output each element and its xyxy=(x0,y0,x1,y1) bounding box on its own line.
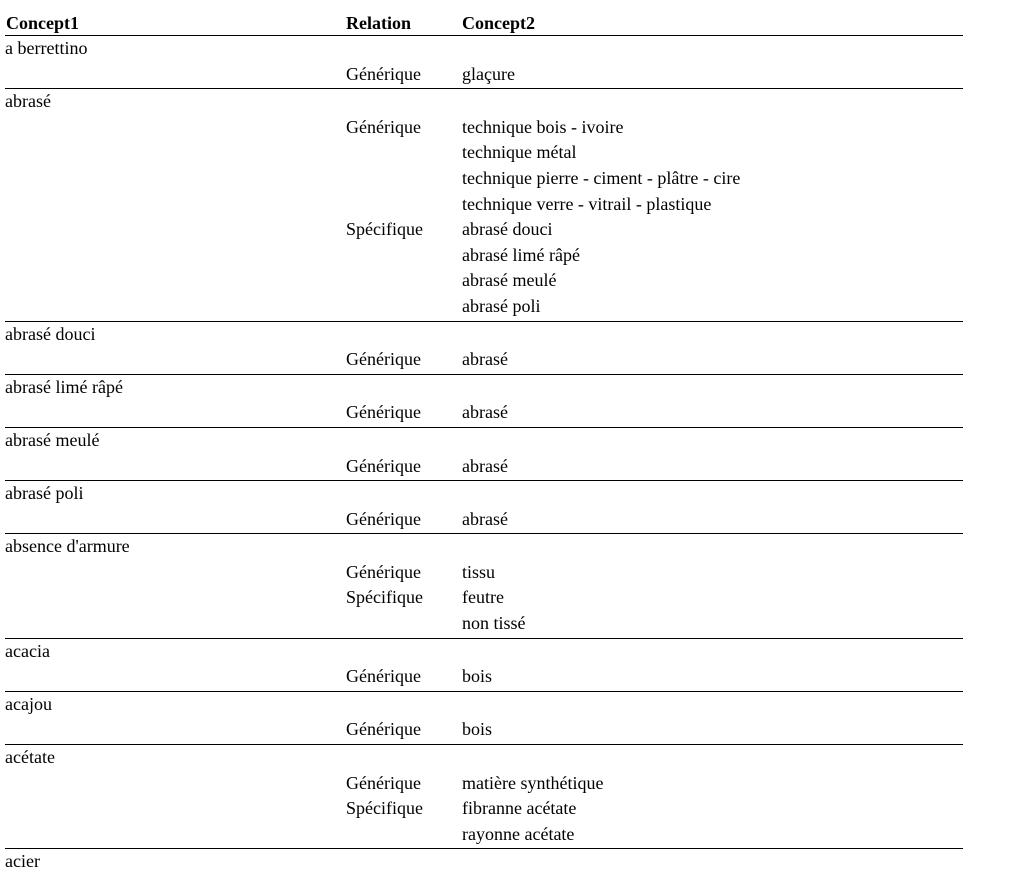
concept-term: absence d'armure xyxy=(5,536,130,557)
relation-type: Générique xyxy=(346,666,421,687)
related-concept: abrasé xyxy=(462,508,508,529)
related-concept: rayonne acétate xyxy=(462,823,575,844)
related-concept: abrasé meulé xyxy=(462,270,557,291)
table-body xyxy=(5,36,963,876)
relation-group xyxy=(5,717,963,743)
related-concept: abrasé limé râpé xyxy=(462,244,580,265)
related-concept: non tissé xyxy=(462,613,526,634)
related-concepts xyxy=(462,717,963,743)
relation-group xyxy=(5,400,963,426)
relation-type: Générique xyxy=(346,116,421,137)
relation-group xyxy=(5,217,963,319)
related-concept: abrasé poli xyxy=(462,295,541,316)
concept-term: abrasé meulé xyxy=(5,429,100,450)
table-row xyxy=(5,36,963,89)
related-concept: bois xyxy=(462,719,493,740)
header-concept2: Concept2 xyxy=(462,13,535,33)
table-row xyxy=(5,89,963,321)
relation-type: Générique xyxy=(346,508,421,529)
relation-group xyxy=(5,347,963,373)
relation-group xyxy=(5,560,963,586)
concept-term: acier xyxy=(5,851,40,872)
relation-type: Générique xyxy=(346,772,421,793)
related-concept: fibranne acétate xyxy=(462,798,577,819)
relation-group xyxy=(5,115,963,217)
concept-term: acétate xyxy=(5,747,55,768)
concept-relation-table xyxy=(5,11,963,876)
related-concepts xyxy=(462,400,963,426)
related-concept: feutre xyxy=(462,587,504,608)
table-row xyxy=(5,481,963,534)
relation-type: Spécifique xyxy=(346,219,423,240)
table-row xyxy=(5,745,963,849)
related-concept: tissu xyxy=(462,561,496,582)
table-row xyxy=(5,375,963,428)
related-concepts xyxy=(462,771,963,797)
relation-type: Spécifique xyxy=(346,587,423,608)
concept-term: abrasé limé râpé xyxy=(5,376,123,397)
related-concepts xyxy=(462,560,963,586)
relation-group xyxy=(5,796,963,847)
table-row xyxy=(5,322,963,375)
relation-group xyxy=(5,62,963,88)
related-concept: bois xyxy=(462,666,493,687)
table-row xyxy=(5,692,963,745)
related-concept: technique pierre - ciment - plâtre - cire xyxy=(462,167,741,188)
related-concepts xyxy=(462,585,963,636)
concept-term: acacia xyxy=(5,640,50,661)
table-row xyxy=(5,428,963,481)
concept-term: abrasé douci xyxy=(5,323,96,344)
related-concept: glaçure xyxy=(462,63,515,84)
related-concepts xyxy=(462,62,963,88)
relation-group xyxy=(5,771,963,797)
related-concepts xyxy=(462,115,963,217)
relation-type: Générique xyxy=(346,719,421,740)
related-concepts xyxy=(462,664,963,690)
relation-type: Générique xyxy=(346,63,421,84)
related-concept: abrasé xyxy=(462,349,508,370)
related-concepts xyxy=(462,454,963,480)
table-row xyxy=(5,639,963,692)
relation-type: Générique xyxy=(346,561,421,582)
related-concepts xyxy=(462,347,963,373)
relation-type: Spécifique xyxy=(346,798,423,819)
related-concept: abrasé xyxy=(462,455,508,476)
related-concept: technique métal xyxy=(462,142,577,163)
relation-type: Générique xyxy=(346,402,421,423)
related-concepts xyxy=(462,217,963,319)
table-row xyxy=(5,534,963,638)
header-relation: Relation xyxy=(346,13,411,33)
relation-group xyxy=(5,454,963,480)
concept-term: acajou xyxy=(5,693,52,714)
concept-term: abrasé xyxy=(5,91,51,112)
related-concept: abrasé douci xyxy=(462,219,553,240)
relation-type: Générique xyxy=(346,455,421,476)
related-concept: matière synthétique xyxy=(462,772,604,793)
related-concept: abrasé xyxy=(462,402,508,423)
concept-term: abrasé poli xyxy=(5,483,84,504)
related-concept: technique bois - ivoire xyxy=(462,116,624,137)
related-concepts xyxy=(462,796,963,847)
table-row xyxy=(5,849,963,876)
related-concepts xyxy=(462,507,963,533)
header-concept1: Concept1 xyxy=(6,13,79,33)
relation-group xyxy=(5,507,963,533)
relation-group xyxy=(5,585,963,636)
table-header xyxy=(5,11,963,36)
relation-group xyxy=(5,664,963,690)
concept-term: a berrettino xyxy=(5,38,88,58)
related-concept: technique verre - vitrail - plastique xyxy=(462,193,712,214)
relation-type: Générique xyxy=(346,349,421,370)
